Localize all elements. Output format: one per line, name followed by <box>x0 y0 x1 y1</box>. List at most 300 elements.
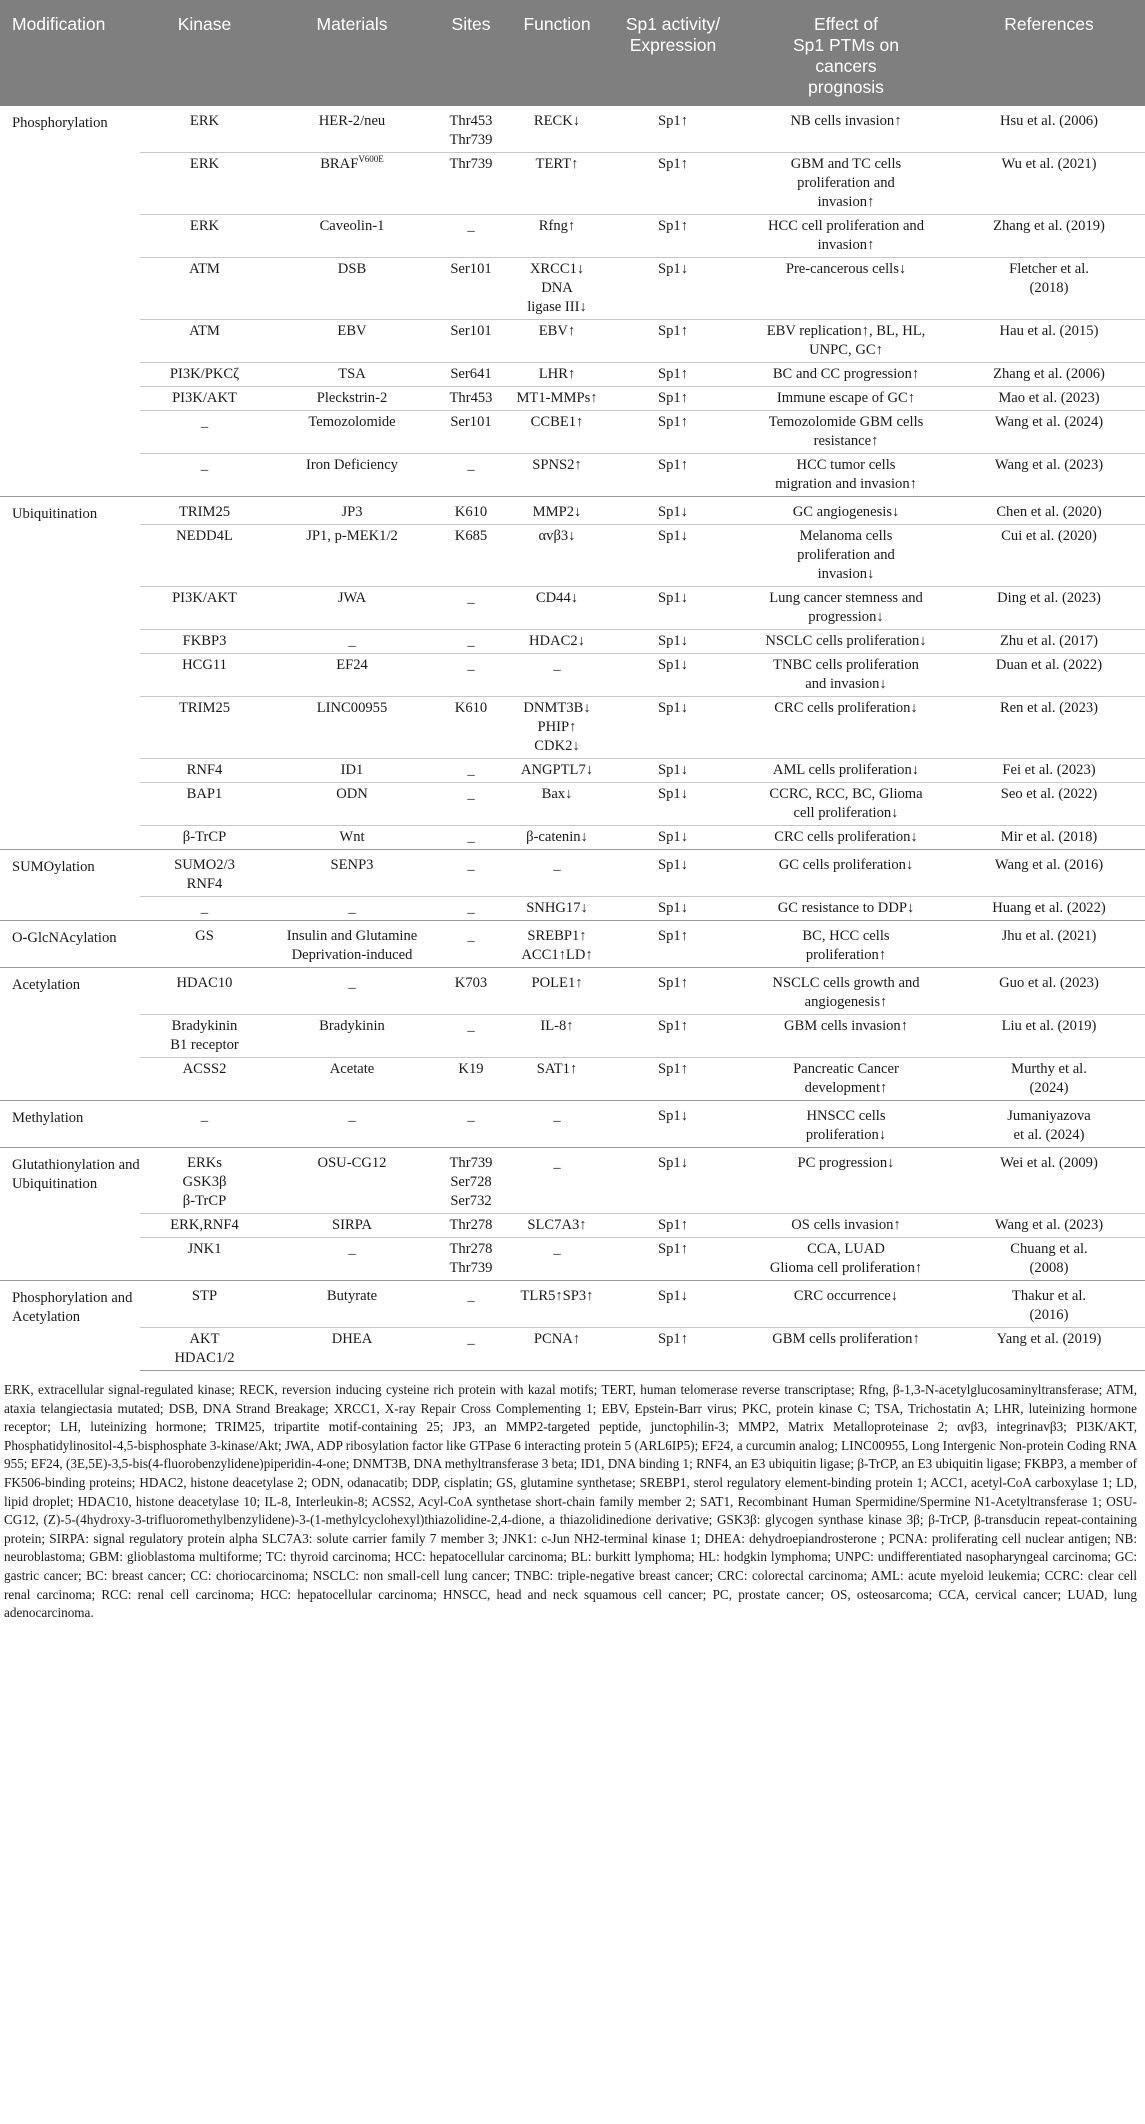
cell-sites <box>435 1148 507 1214</box>
table-row <box>0 525 1145 587</box>
cell-materials <box>269 387 435 411</box>
sp1-activity-line: Sp1↑ <box>657 414 688 430</box>
materials-line: DHEA <box>331 1331 373 1347</box>
materials-line: Acetate <box>329 1061 375 1077</box>
sp1-activity-line: Sp1↑ <box>657 113 688 129</box>
cell-materials <box>269 1281 435 1328</box>
cell-materials <box>269 153 435 215</box>
function-line: CDK2↓ <box>534 738 580 754</box>
kinase-line: BAP1 <box>186 786 223 802</box>
reference-line: Wang et al. (2023) <box>994 457 1104 473</box>
sp1-activity-line: Sp1↓ <box>657 900 688 916</box>
reference-line: Wang et al. (2024) <box>994 414 1104 430</box>
header-references <box>953 0 1145 106</box>
reference-line: Cui et al. (2020) <box>1001 528 1097 544</box>
cell-sp1-activity <box>607 587 739 630</box>
table-header-row <box>0 0 1145 106</box>
cell-reference <box>953 363 1145 387</box>
cell-effect <box>739 968 953 1015</box>
kinase-line: HDAC10 <box>176 975 233 991</box>
kinase-line: _ <box>200 900 209 916</box>
cell-sp1-activity <box>607 1148 739 1214</box>
materials-line: Bradykinin <box>319 1018 385 1034</box>
cell-effect <box>739 697 953 759</box>
cell-materials <box>269 1328 435 1371</box>
kinase-line: ERK <box>189 113 220 129</box>
cell-reference <box>953 1328 1145 1371</box>
cell-reference <box>953 1281 1145 1328</box>
cell-sites <box>435 921 507 968</box>
cell-function <box>507 387 607 411</box>
function-line: DNA <box>541 280 573 296</box>
sites-line: _ <box>467 857 475 873</box>
modification-line: Phosphorylation and <box>12 1290 133 1306</box>
table-row <box>0 783 1145 826</box>
materials-line: EF24 <box>336 657 368 673</box>
table-row <box>0 258 1145 320</box>
cell-sp1-activity <box>607 258 739 320</box>
cell-kinase <box>140 497 269 525</box>
sites-line: _ <box>467 590 475 606</box>
cell-materials <box>269 697 435 759</box>
cell-kinase <box>140 258 269 320</box>
effect-line: BC, HCC cells <box>802 928 890 944</box>
cell-sp1-activity <box>607 320 739 363</box>
cell-function <box>507 1238 607 1281</box>
effect-line: CCA, LUAD <box>807 1241 885 1257</box>
modification-line: O-GlcNAcylation <box>12 930 117 946</box>
cell-sp1-activity <box>607 411 739 454</box>
cell-sites <box>435 320 507 363</box>
cell-effect <box>739 106 953 153</box>
sp1-activity-line: Sp1↑ <box>657 366 688 382</box>
kinase-line: ERK,RNF4 <box>170 1217 239 1233</box>
cell-sp1-activity <box>607 1101 739 1148</box>
header-function <box>507 0 607 106</box>
sp1-activity-line: Sp1↑ <box>657 975 688 991</box>
kinase-line: ERK <box>189 156 220 172</box>
function-line: _ <box>553 1108 561 1124</box>
cell-sites <box>435 1058 507 1101</box>
reference-line: Wang et al. (2023) <box>994 1217 1104 1233</box>
materials-line: JWA <box>337 590 367 606</box>
materials-line: Iron Deficiency <box>306 457 398 473</box>
sites-line: K19 <box>458 1061 484 1077</box>
kinase-line: RNF4 <box>186 876 223 892</box>
header-sites-line: Sites <box>451 14 491 34</box>
effect-line: TNBC cells proliferation <box>773 657 919 673</box>
effect-line: HCC tumor cells <box>796 457 896 473</box>
cell-reference <box>953 153 1145 215</box>
header-sp1-activity-line: Sp1 activity/ <box>625 14 721 34</box>
reference-line: et al. (2024) <box>1013 1127 1085 1143</box>
sp1-activity-line: Sp1↑ <box>657 1331 688 1347</box>
cell-materials <box>269 1214 435 1238</box>
cell-materials <box>269 411 435 454</box>
sites-line: _ <box>467 1288 475 1304</box>
sp1-activity-line: Sp1↓ <box>657 504 688 520</box>
kinase-line: NEDD4L <box>176 528 233 544</box>
reference-line: Thakur et al. <box>1011 1288 1087 1304</box>
cell-materials <box>269 759 435 783</box>
kinase-line: PI3K/PKCζ <box>169 366 240 382</box>
cell-reference <box>953 454 1145 497</box>
sites-line: K610 <box>454 504 488 520</box>
table-row <box>0 363 1145 387</box>
effect-line: CCRC, RCC, BC, Glioma <box>769 786 923 802</box>
cell-sites <box>435 630 507 654</box>
cell-sites <box>435 697 507 759</box>
function-line: ACC1↑LD↑ <box>521 947 593 963</box>
materials-line: LINC00955 <box>316 700 388 716</box>
kinase-line: ATM <box>189 323 220 339</box>
table-row <box>0 153 1145 215</box>
cell-effect <box>739 258 953 320</box>
reference-line: Duan et al. (2022) <box>995 657 1103 673</box>
cell-sp1-activity <box>607 387 739 411</box>
reference-line: Chen et al. (2020) <box>996 504 1102 520</box>
cell-sites <box>435 968 507 1015</box>
cell-materials <box>269 630 435 654</box>
cell-kinase <box>140 630 269 654</box>
cell-materials <box>269 497 435 525</box>
table-row <box>0 850 1145 897</box>
function-line: XRCC1↓ <box>529 261 585 277</box>
cell-reference <box>953 497 1145 525</box>
reference-line: (2024) <box>1029 1080 1069 1096</box>
sites-line: _ <box>467 633 475 649</box>
cell-kinase <box>140 320 269 363</box>
materials-line: HER-2/neu <box>318 113 386 129</box>
effect-line: GC resistance to DDP↓ <box>777 900 915 916</box>
cell-effect <box>739 1281 953 1328</box>
cell-sites <box>435 454 507 497</box>
cell-sp1-activity <box>607 215 739 258</box>
table-row <box>0 106 1145 153</box>
reference-line: Jhu et al. (2021) <box>1001 928 1097 944</box>
materials-line: Caveolin-1 <box>319 218 385 234</box>
cell-reference <box>953 630 1145 654</box>
effect-line: proliferation↓ <box>805 1127 887 1143</box>
sp1-activity-line: Sp1↓ <box>657 786 688 802</box>
cell-sp1-activity <box>607 654 739 697</box>
cell-reference <box>953 587 1145 630</box>
cell-effect <box>739 1101 953 1148</box>
cell-sites <box>435 1101 507 1148</box>
cell-function <box>507 1101 607 1148</box>
cell-materials <box>269 1238 435 1281</box>
function-line: _ <box>553 1155 561 1171</box>
table-row <box>0 697 1145 759</box>
cell-kinase <box>140 759 269 783</box>
cell-function <box>507 1328 607 1371</box>
cell-reference <box>953 968 1145 1015</box>
reference-line: Wang et al. (2016) <box>994 857 1104 873</box>
reference-line: Wu et al. (2021) <box>1001 156 1097 172</box>
header-sites <box>435 0 507 106</box>
header-sp1-activity-line: Expression <box>629 35 717 55</box>
cell-effect <box>739 1238 953 1281</box>
table-row <box>0 1101 1145 1148</box>
effect-line: resistance↑ <box>813 433 879 449</box>
cell-sites <box>435 106 507 153</box>
reference-line: Zhang et al. (2019) <box>993 218 1105 234</box>
reference-line: Wei et al. (2009) <box>1000 1155 1098 1171</box>
effect-line: GC angiogenesis↓ <box>792 504 900 520</box>
modification-line: Ubiquitination <box>12 506 98 522</box>
header-effect-line: cancers <box>815 56 877 76</box>
reference-line: Guo et al. (2023) <box>999 975 1099 991</box>
modification-line: Phosphorylation <box>12 115 108 131</box>
cell-reference <box>953 897 1145 921</box>
cell-materials <box>269 654 435 697</box>
kinase-line: β-TrCP <box>182 829 227 845</box>
kinase-line: PI3K/AKT <box>172 590 237 606</box>
modification-line: SUMOylation <box>12 859 95 875</box>
cell-sp1-activity <box>607 850 739 897</box>
cell-function <box>507 153 607 215</box>
sites-line: _ <box>467 900 475 916</box>
modification-line: Glutathionylation and <box>12 1157 140 1173</box>
materials-line: OSU-CG12 <box>317 1155 387 1171</box>
cell-sites <box>435 153 507 215</box>
cell-effect <box>739 1148 953 1214</box>
reference-line: Hsu et al. (2006) <box>999 113 1099 129</box>
function-line: POLE1↑ <box>531 975 583 991</box>
kinase-line: PI3K/AKT <box>172 390 237 406</box>
reference-line: Mir et al. (2018) <box>1000 829 1098 845</box>
cell-effect <box>739 411 953 454</box>
function-line: TERT↑ <box>535 156 579 172</box>
kinase-line: TRIM25 <box>178 504 231 520</box>
cell-sp1-activity <box>607 454 739 497</box>
function-line: SAT1↑ <box>536 1061 578 1077</box>
cell-effect <box>739 850 953 897</box>
kinase-line: ACSS2 <box>182 1061 227 1077</box>
cell-materials <box>269 1101 435 1148</box>
reference-line: Ding et al. (2023) <box>997 590 1101 606</box>
effect-line: NB cells invasion↑ <box>790 113 902 129</box>
cell-kinase <box>140 654 269 697</box>
header-effect <box>739 0 953 106</box>
sp1-activity-line: Sp1↑ <box>657 1018 688 1034</box>
table-row <box>0 387 1145 411</box>
cell-function <box>507 320 607 363</box>
sp1-activity-line: Sp1↓ <box>657 657 688 673</box>
cell-materials <box>269 454 435 497</box>
sites-line: Thr739 <box>449 132 493 148</box>
cell-reference <box>953 215 1145 258</box>
cell-function <box>507 1015 607 1058</box>
effect-line: CRC occurrence↓ <box>793 1288 899 1304</box>
effect-line: HCC cell proliferation and <box>767 218 925 234</box>
header-effect-line: Sp1 PTMs on <box>792 35 900 55</box>
sites-line: Thr453 <box>449 390 493 406</box>
table-row <box>0 1148 1145 1214</box>
cell-function <box>507 454 607 497</box>
cell-materials <box>269 363 435 387</box>
kinase-line: ERK <box>189 218 220 234</box>
cell-reference <box>953 320 1145 363</box>
materials-line: TSA <box>338 366 366 382</box>
cell-kinase <box>140 968 269 1015</box>
cell-reference <box>953 1238 1145 1281</box>
cell-function <box>507 411 607 454</box>
cell-function <box>507 1281 607 1328</box>
reference-line: Murthy et al. <box>1011 1061 1087 1077</box>
sp1-activity-line: Sp1↓ <box>657 261 688 277</box>
sites-line: _ <box>467 1108 475 1124</box>
cell-kinase <box>140 897 269 921</box>
effect-line: invasion↓ <box>817 566 875 582</box>
materials-line: SENP3 <box>330 857 374 873</box>
materials-line: _ <box>348 900 356 916</box>
effect-line: proliferation↑ <box>805 947 887 963</box>
sp1-activity-line: Sp1↑ <box>657 1061 688 1077</box>
function-line: ANGPTL7↓ <box>520 762 594 778</box>
effect-line: progression↓ <box>808 609 884 625</box>
materials-line: JP1, p-MEK1/2 <box>306 528 398 544</box>
effect-line: AML cells proliferation↓ <box>772 762 920 778</box>
effect-line: GBM cells invasion↑ <box>783 1018 909 1034</box>
effect-line: development↑ <box>804 1080 888 1096</box>
cell-sites <box>435 783 507 826</box>
cell-kinase <box>140 106 269 153</box>
effect-line: Pancreatic Cancer <box>793 1061 899 1077</box>
effect-line: Melanoma cells <box>799 528 893 544</box>
cell-sp1-activity <box>607 697 739 759</box>
table-row <box>0 1328 1145 1371</box>
materials-line: ODN <box>336 786 368 802</box>
cell-sites <box>435 387 507 411</box>
function-line: SREBP1↑ <box>527 928 587 944</box>
cell-function <box>507 1148 607 1214</box>
cell-effect <box>739 1058 953 1101</box>
cell-effect <box>739 759 953 783</box>
cell-function <box>507 759 607 783</box>
cell-modification <box>0 921 140 968</box>
materials-line: SIRPA <box>331 1217 373 1233</box>
cell-kinase <box>140 363 269 387</box>
cell-sites <box>435 1214 507 1238</box>
cell-sp1-activity <box>607 1214 739 1238</box>
function-line: HDAC2↓ <box>529 633 585 649</box>
modification-line: Acetylation <box>12 1309 81 1325</box>
effect-line: and invasion↓ <box>805 676 887 692</box>
sites-line: _ <box>467 829 475 845</box>
reference-line: Chuang et al. <box>1010 1241 1088 1257</box>
cell-effect <box>739 1015 953 1058</box>
cell-kinase <box>140 1015 269 1058</box>
cell-effect <box>739 215 953 258</box>
cell-sp1-activity <box>607 525 739 587</box>
function-line: Bax↓ <box>541 786 573 802</box>
cell-kinase <box>140 850 269 897</box>
cell-sites <box>435 850 507 897</box>
function-line: PHIP↑ <box>537 719 577 735</box>
cell-function <box>507 783 607 826</box>
function-line: DNMT3B↓ <box>523 700 591 716</box>
cell-sites <box>435 525 507 587</box>
sp1-activity-line: Sp1↑ <box>657 928 688 944</box>
cell-effect <box>739 320 953 363</box>
cell-materials <box>269 968 435 1015</box>
effect-line: Glioma cell proliferation↑ <box>769 1260 923 1276</box>
cell-function <box>507 1058 607 1101</box>
cell-sites <box>435 587 507 630</box>
sites-line: _ <box>467 786 475 802</box>
effect-line: CRC cells proliferation↓ <box>774 829 918 845</box>
function-line: EBV↑ <box>538 323 576 339</box>
cell-modification <box>0 1281 140 1371</box>
sites-line: Ser101 <box>450 323 492 339</box>
reference-line: Fei et al. (2023) <box>1002 762 1096 778</box>
table-row <box>0 215 1145 258</box>
sites-line: Thr278 <box>449 1217 493 1233</box>
sites-line: Thr278 <box>449 1241 493 1257</box>
cell-materials <box>269 1058 435 1101</box>
header-modification <box>0 0 140 106</box>
cell-reference <box>953 654 1145 697</box>
table-row <box>0 897 1145 921</box>
sp1-activity-line: Sp1↑ <box>657 323 688 339</box>
cell-function <box>507 968 607 1015</box>
cell-function <box>507 215 607 258</box>
cell-reference <box>953 783 1145 826</box>
cell-kinase <box>140 215 269 258</box>
materials-line: _ <box>348 975 356 991</box>
cell-kinase <box>140 697 269 759</box>
effect-line: proliferation and <box>797 175 895 191</box>
function-line: CD44↓ <box>535 590 579 606</box>
function-line: TLR5↑SP3↑ <box>520 1288 594 1304</box>
table-row <box>0 968 1145 1015</box>
kinase-line: B1 receptor <box>170 1037 239 1053</box>
header-modification-line: Modification <box>12 14 106 34</box>
effect-line: angiogenesis↑ <box>804 994 888 1010</box>
cell-kinase <box>140 1238 269 1281</box>
header-effect-line: Effect of <box>814 14 878 34</box>
kinase-line: GS <box>195 928 214 944</box>
cell-kinase <box>140 153 269 215</box>
materials-line: EBV <box>337 323 367 339</box>
effect-line: invasion↑ <box>817 237 875 253</box>
sites-line: Ser732 <box>450 1193 492 1209</box>
cell-function <box>507 1214 607 1238</box>
materials-line: Temozolomide <box>308 414 396 430</box>
cell-sp1-activity <box>607 1238 739 1281</box>
kinase-line: _ <box>200 457 209 473</box>
effect-line: proliferation and <box>797 547 895 563</box>
cell-modification <box>0 1148 140 1281</box>
kinase-line: STP <box>191 1288 218 1304</box>
cell-modification <box>0 850 140 921</box>
cell-sites <box>435 497 507 525</box>
cell-reference <box>953 411 1145 454</box>
cell-modification <box>0 497 140 850</box>
cell-kinase <box>140 525 269 587</box>
header-materials-line: Materials <box>316 14 388 34</box>
sites-line: Ser101 <box>450 261 492 277</box>
cell-kinase <box>140 454 269 497</box>
cell-materials <box>269 258 435 320</box>
function-line: ligase III↓ <box>527 299 587 315</box>
function-line: _ <box>553 1241 561 1257</box>
function-line: RECK↓ <box>533 113 581 129</box>
cell-effect <box>739 387 953 411</box>
cell-function <box>507 587 607 630</box>
cell-sp1-activity <box>607 783 739 826</box>
